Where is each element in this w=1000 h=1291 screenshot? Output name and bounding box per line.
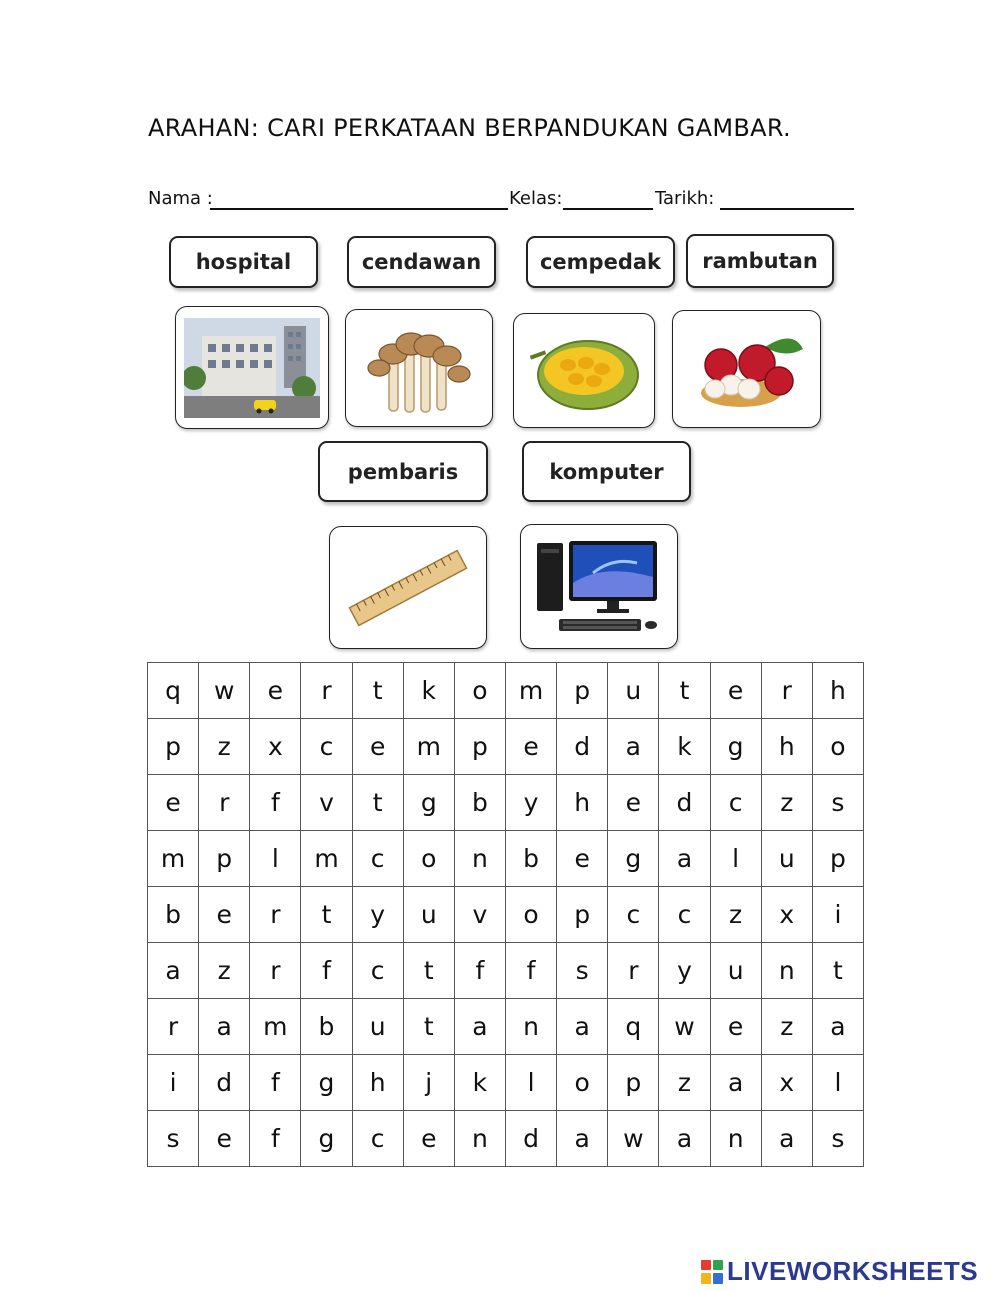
grid-cell[interactable]: d: [659, 775, 710, 831]
grid-cell[interactable]: a: [199, 999, 250, 1055]
grid-cell[interactable]: g: [301, 1055, 352, 1111]
grid-cell[interactable]: w: [199, 663, 250, 719]
grid-cell[interactable]: t: [352, 663, 403, 719]
grid-cell[interactable]: r: [761, 663, 812, 719]
grid-cell[interactable]: h: [352, 1055, 403, 1111]
grid-cell[interactable]: f: [250, 775, 301, 831]
grid-cell[interactable]: i: [148, 1055, 199, 1111]
grid-cell[interactable]: v: [454, 887, 505, 943]
liveworksheets-logo-icon: [700, 1259, 724, 1285]
word-label: komputer: [549, 459, 664, 484]
grid-cell[interactable]: a: [557, 1111, 608, 1167]
grid-cell[interactable]: c: [710, 775, 761, 831]
grid-cell[interactable]: a: [557, 999, 608, 1055]
class-label: Kelas:: [509, 188, 563, 209]
grid-cell[interactable]: n: [454, 831, 505, 887]
grid-row: [148, 1055, 864, 1111]
grid-cell[interactable]: t: [301, 887, 352, 943]
word-card-cendawan: [347, 236, 496, 288]
grid-cell[interactable]: p: [199, 831, 250, 887]
grid-cell[interactable]: p: [608, 1055, 659, 1111]
grid-cell[interactable]: f: [301, 943, 352, 999]
grid-cell[interactable]: g: [608, 831, 659, 887]
word-label: cempedak: [539, 250, 662, 274]
grid-cell[interactable]: p: [454, 719, 505, 775]
grid-cell[interactable]: s: [812, 1111, 863, 1167]
grid-cell[interactable]: x: [761, 1055, 812, 1111]
grid-row: [148, 775, 864, 831]
grid-cell[interactable]: e: [199, 1111, 250, 1167]
grid-cell[interactable]: d: [199, 1055, 250, 1111]
picture-card-jackfruit: [513, 313, 655, 428]
grid-cell[interactable]: a: [608, 719, 659, 775]
grid-cell[interactable]: n: [454, 1111, 505, 1167]
mushroom-icon: [359, 316, 479, 420]
grid-cell[interactable]: b: [301, 999, 352, 1055]
grid-cell[interactable]: a: [812, 999, 863, 1055]
grid-cell[interactable]: e: [148, 775, 199, 831]
word-label: hospital: [195, 250, 292, 274]
grid-row: [148, 943, 864, 999]
grid-cell[interactable]: t: [403, 943, 454, 999]
grid-cell[interactable]: q: [148, 663, 199, 719]
grid-cell[interactable]: s: [148, 1111, 199, 1167]
grid-cell[interactable]: r: [301, 663, 352, 719]
grid-cell[interactable]: e: [199, 887, 250, 943]
grid-cell[interactable]: j: [403, 1055, 454, 1111]
word-card-rambutan: [686, 234, 834, 288]
grid-cell[interactable]: z: [199, 719, 250, 775]
grid-cell[interactable]: l: [812, 1055, 863, 1111]
ruler-icon: [343, 538, 473, 638]
liveworksheets-logo: [700, 1256, 978, 1287]
grid-cell[interactable]: o: [403, 831, 454, 887]
word-label: cendawan: [361, 250, 482, 274]
picture-card-hospital: [175, 306, 329, 429]
grid-cell[interactable]: t: [352, 775, 403, 831]
name-field-line[interactable]: [210, 208, 508, 210]
grid-cell[interactable]: f: [250, 1055, 301, 1111]
grid-cell[interactable]: b: [454, 775, 505, 831]
grid-cell[interactable]: z: [710, 887, 761, 943]
grid-cell[interactable]: p: [557, 663, 608, 719]
grid-cell[interactable]: h: [557, 775, 608, 831]
word-label: rambutan: [702, 249, 818, 273]
grid-cell[interactable]: u: [608, 663, 659, 719]
grid-cell[interactable]: g: [710, 719, 761, 775]
grid-cell[interactable]: p: [557, 887, 608, 943]
picture-card-ruler: [329, 526, 487, 649]
grid-cell[interactable]: f: [250, 1111, 301, 1167]
grid-cell[interactable]: m: [148, 831, 199, 887]
word-card-pembaris: [318, 441, 488, 502]
grid-cell[interactable]: z: [761, 775, 812, 831]
grid-cell[interactable]: e: [710, 663, 761, 719]
grid-cell[interactable]: c: [301, 719, 352, 775]
grid-cell[interactable]: u: [403, 887, 454, 943]
grid-cell[interactable]: k: [454, 1055, 505, 1111]
grid-cell[interactable]: p: [148, 719, 199, 775]
grid-cell[interactable]: z: [199, 943, 250, 999]
grid-cell[interactable]: a: [148, 943, 199, 999]
grid-cell[interactable]: t: [403, 999, 454, 1055]
grid-row: [148, 831, 864, 887]
jackfruit-icon: [524, 323, 644, 419]
grid-cell[interactable]: e: [403, 1111, 454, 1167]
grid-cell[interactable]: t: [812, 943, 863, 999]
grid-cell[interactable]: l: [250, 831, 301, 887]
grid-cell[interactable]: m: [505, 663, 556, 719]
word-label: pembaris: [347, 459, 459, 484]
grid-cell[interactable]: x: [761, 887, 812, 943]
instruction-title: ARAHAN: CARI PERKATAAN BERPANDUKAN GAMBAR.: [148, 114, 791, 142]
grid-cell[interactable]: x: [250, 719, 301, 775]
word-card-cempedak: [526, 236, 675, 288]
grid-cell[interactable]: m: [301, 831, 352, 887]
class-field-line[interactable]: [563, 208, 653, 210]
grid-cell[interactable]: w: [659, 999, 710, 1055]
grid-cell[interactable]: c: [352, 943, 403, 999]
grid-cell[interactable]: a: [454, 999, 505, 1055]
grid-cell[interactable]: c: [608, 887, 659, 943]
grid-cell[interactable]: s: [557, 943, 608, 999]
grid-cell[interactable]: k: [659, 719, 710, 775]
grid-cell[interactable]: f: [454, 943, 505, 999]
grid-cell[interactable]: e: [250, 663, 301, 719]
grid-cell[interactable]: e: [710, 999, 761, 1055]
word-card-hospital: [169, 236, 318, 288]
grid-cell[interactable]: s: [812, 775, 863, 831]
grid-cell[interactable]: c: [352, 831, 403, 887]
hospital-building-icon: [184, 318, 320, 418]
grid-cell[interactable]: o: [557, 1055, 608, 1111]
grid-cell[interactable]: g: [301, 1111, 352, 1167]
picture-card-rambutan: [672, 310, 821, 428]
grid-cell[interactable]: w: [608, 1111, 659, 1167]
brand-text: LIVEWORKSHEETS: [727, 1256, 979, 1286]
grid-row: [148, 719, 864, 775]
grid-cell[interactable]: m: [250, 999, 301, 1055]
grid-cell[interactable]: f: [505, 943, 556, 999]
grid-cell[interactable]: n: [505, 999, 556, 1055]
grid-cell[interactable]: g: [403, 775, 454, 831]
grid-cell[interactable]: a: [761, 1111, 812, 1167]
grid-cell[interactable]: o: [505, 887, 556, 943]
grid-cell[interactable]: r: [250, 943, 301, 999]
computer-icon: [533, 533, 665, 641]
picture-card-mushroom: [345, 309, 493, 427]
grid-cell[interactable]: c: [659, 887, 710, 943]
grid-cell[interactable]: a: [710, 1055, 761, 1111]
grid-cell[interactable]: e: [557, 831, 608, 887]
grid-cell[interactable]: z: [659, 1055, 710, 1111]
grid-cell[interactable]: b: [148, 887, 199, 943]
word-search-grid: [147, 662, 864, 1167]
grid-cell[interactable]: c: [352, 1111, 403, 1167]
grid-cell[interactable]: o: [812, 719, 863, 775]
grid-cell[interactable]: k: [403, 663, 454, 719]
grid-cell[interactable]: a: [659, 831, 710, 887]
date-label: Tarikh:: [655, 188, 715, 209]
grid-cell[interactable]: h: [761, 719, 812, 775]
grid-cell[interactable]: y: [659, 943, 710, 999]
grid-cell[interactable]: y: [352, 887, 403, 943]
grid-cell[interactable]: r: [250, 887, 301, 943]
grid-cell[interactable]: v: [301, 775, 352, 831]
date-field-line[interactable]: [720, 208, 854, 210]
grid-cell[interactable]: n: [710, 1111, 761, 1167]
grid-cell[interactable]: u: [710, 943, 761, 999]
grid-cell[interactable]: m: [403, 719, 454, 775]
grid-cell[interactable]: u: [761, 831, 812, 887]
grid-cell[interactable]: t: [659, 663, 710, 719]
grid-cell[interactable]: p: [812, 831, 863, 887]
grid-cell[interactable]: l: [505, 1055, 556, 1111]
grid-cell[interactable]: n: [761, 943, 812, 999]
grid-cell[interactable]: y: [505, 775, 556, 831]
grid-cell[interactable]: d: [557, 719, 608, 775]
grid-cell[interactable]: u: [352, 999, 403, 1055]
grid-cell[interactable]: z: [761, 999, 812, 1055]
grid-cell[interactable]: e: [608, 775, 659, 831]
name-label: Nama :: [148, 188, 213, 209]
grid-cell[interactable]: q: [608, 999, 659, 1055]
grid-cell[interactable]: b: [505, 831, 556, 887]
grid-cell[interactable]: r: [148, 999, 199, 1055]
grid-cell[interactable]: r: [199, 775, 250, 831]
grid-cell[interactable]: l: [710, 831, 761, 887]
grid-row: [148, 887, 864, 943]
grid-row: [148, 663, 864, 719]
grid-cell[interactable]: e: [352, 719, 403, 775]
word-card-komputer: [522, 441, 691, 502]
grid-cell[interactable]: h: [812, 663, 863, 719]
grid-cell[interactable]: i: [812, 887, 863, 943]
grid-row: [148, 999, 864, 1055]
grid-row: [148, 1111, 864, 1167]
picture-card-computer: [520, 524, 678, 649]
grid-cell[interactable]: r: [608, 943, 659, 999]
rambutan-icon: [685, 319, 809, 419]
grid-cell[interactable]: a: [659, 1111, 710, 1167]
grid-cell[interactable]: d: [505, 1111, 556, 1167]
grid-cell[interactable]: o: [454, 663, 505, 719]
grid-cell[interactable]: e: [505, 719, 556, 775]
